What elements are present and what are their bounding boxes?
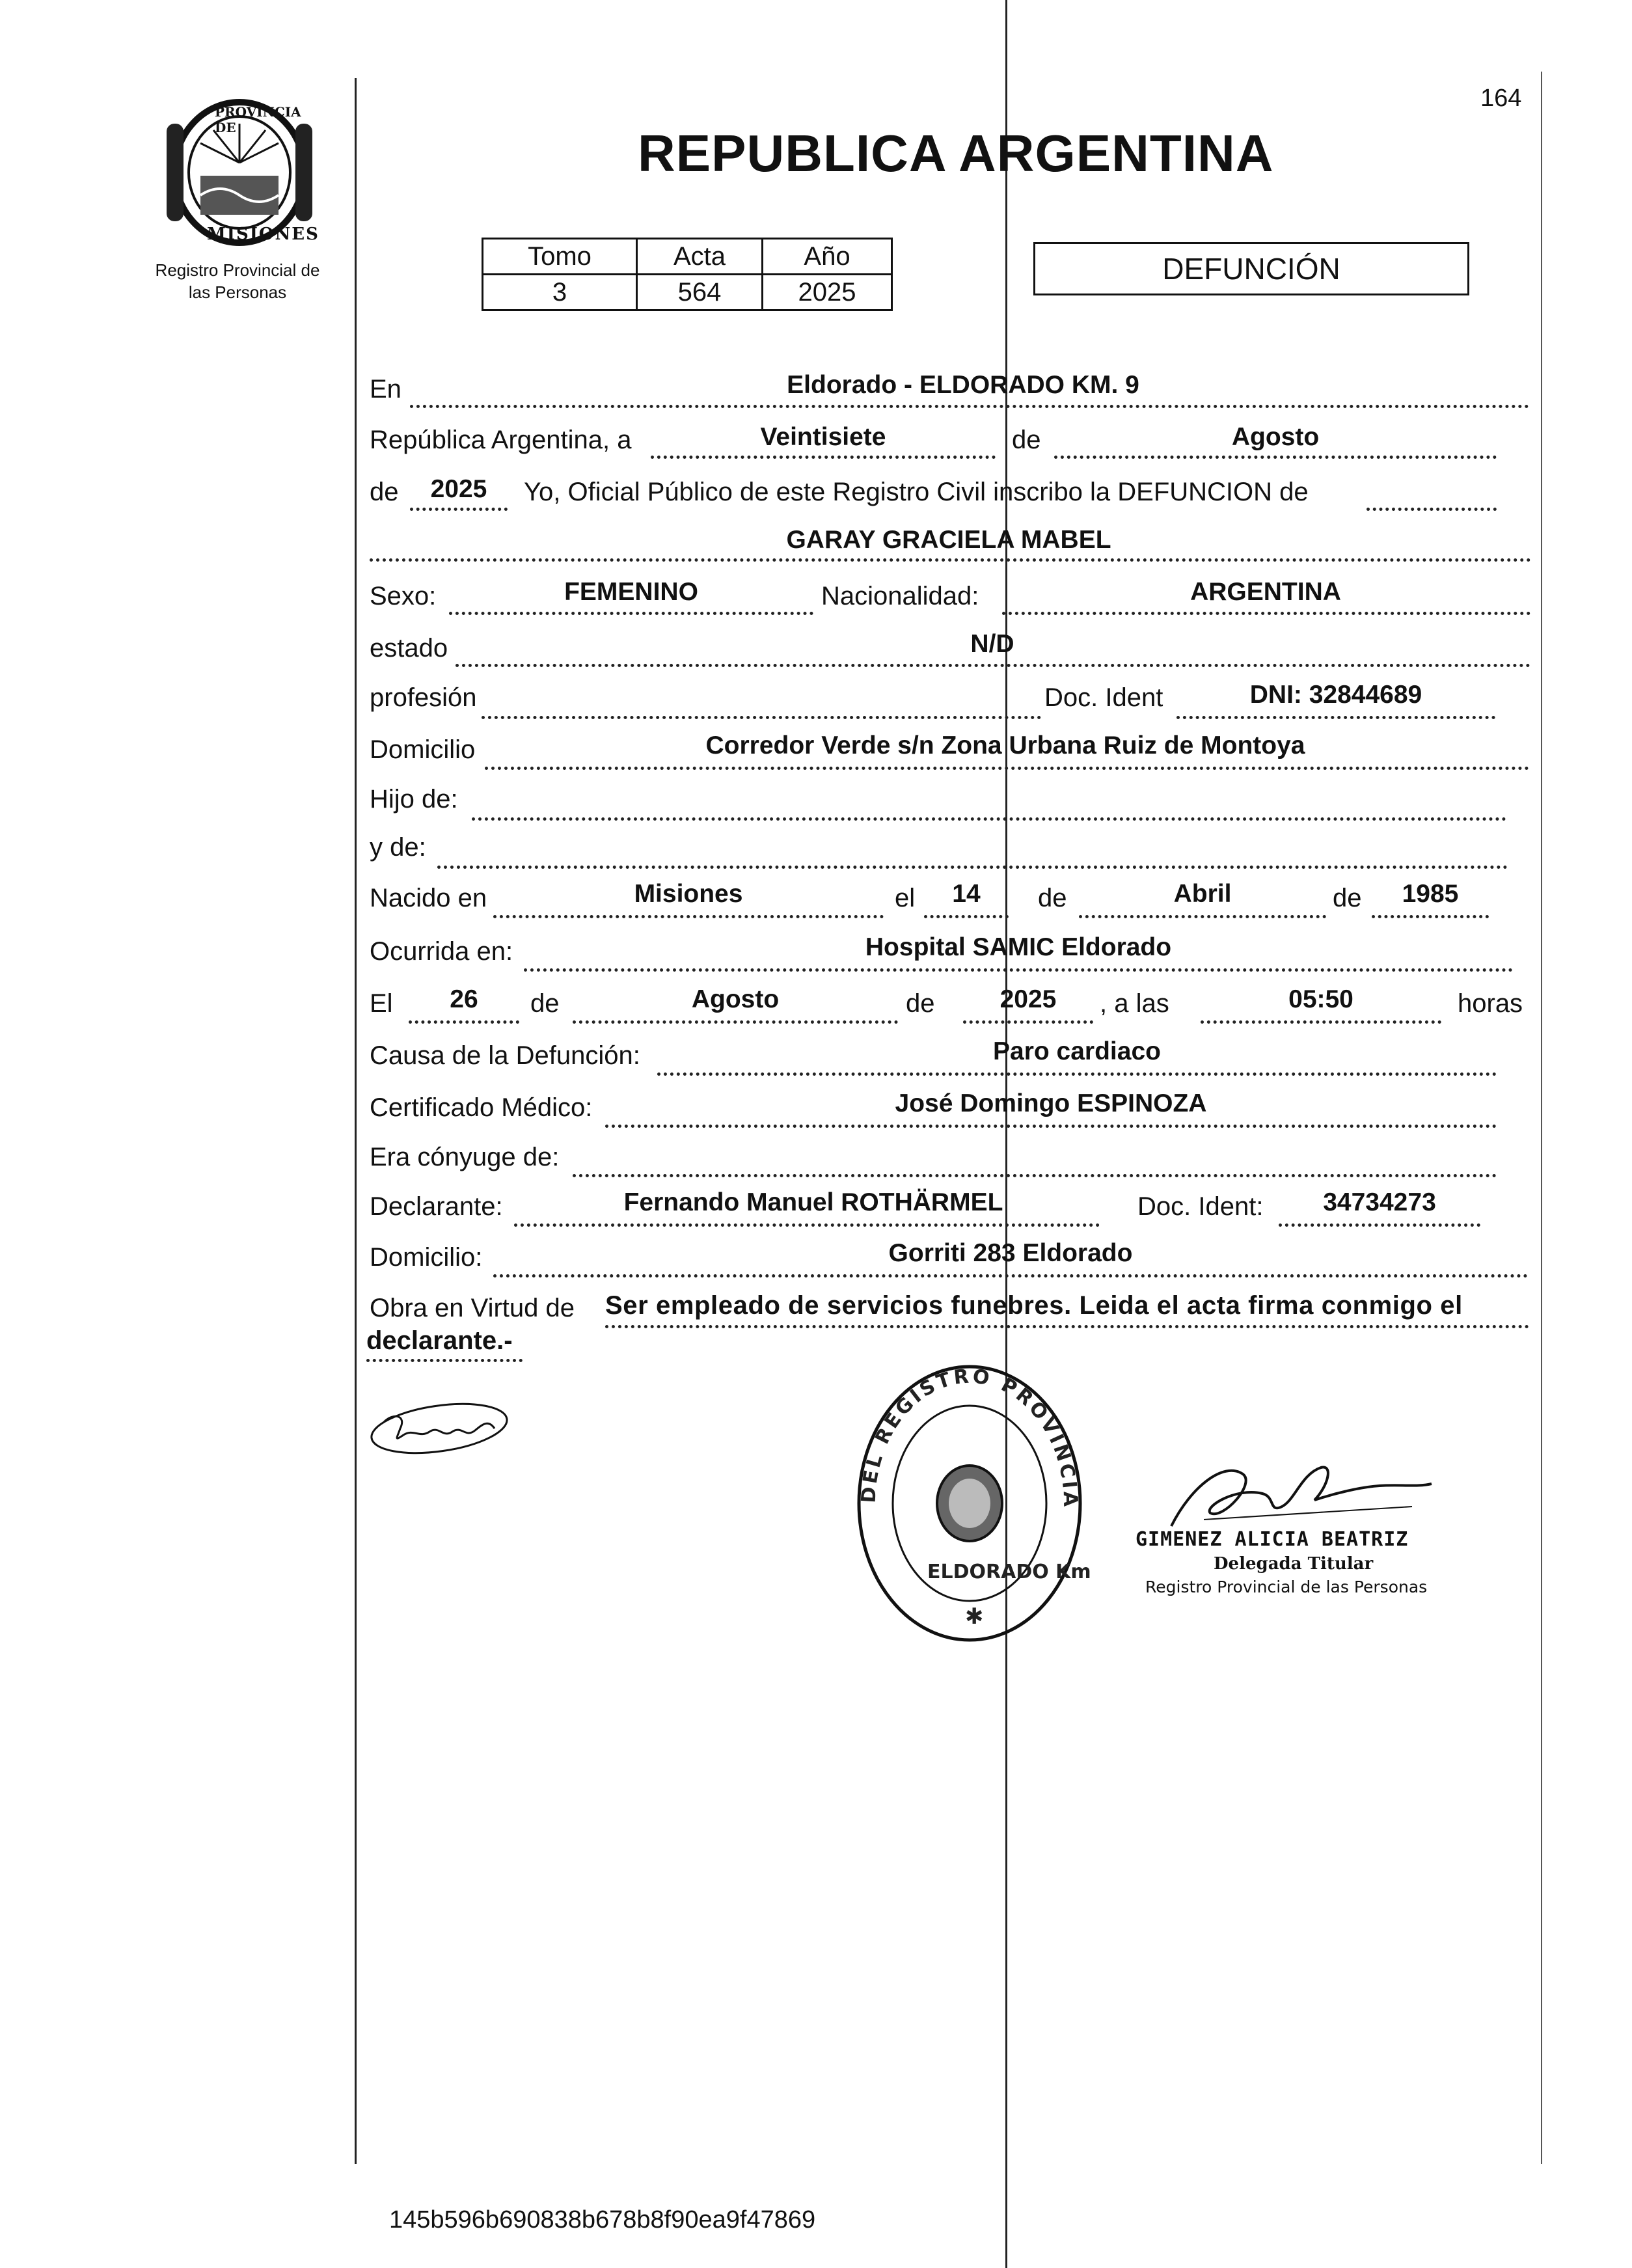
- hijo-line: [472, 817, 1506, 821]
- official-seal: [849, 1360, 1090, 1646]
- right-margin-line: [1541, 72, 1542, 2164]
- decl-domicilio-value: Gorriti 283 Eldorado: [888, 1239, 1133, 1267]
- declarante-value: Fernando Manuel ROTHÄRMEL: [623, 1188, 1003, 1216]
- death-de2-label: de: [906, 989, 935, 1018]
- page-number: 164: [1480, 85, 1522, 112]
- official-text: Yo, Oficial Público de este Registro Civil inscribo la DEFUNCION de: [524, 478, 1309, 506]
- death-time: 05:50: [1288, 985, 1353, 1013]
- register-header-tomo: Tomo: [483, 239, 637, 275]
- svg-text:✱: ✱: [965, 1604, 984, 1630]
- death-de1-label: de: [530, 989, 560, 1018]
- decl-doc-line: [1279, 1223, 1480, 1227]
- en-label: En: [370, 375, 401, 403]
- left-margin-line: [355, 78, 357, 2164]
- register-value-acta: 564: [637, 275, 763, 310]
- doc-ident-value: DNI: 32844689: [1249, 681, 1422, 709]
- obra-line1: [605, 1325, 1529, 1328]
- death-year: 2025: [1000, 985, 1057, 1013]
- year-prefix-label: de: [370, 478, 399, 506]
- register-header-ano: Año: [763, 239, 892, 275]
- day-words-line: [651, 456, 996, 459]
- estado-value: N/D: [970, 630, 1014, 658]
- death-day-line: [409, 1020, 519, 1024]
- causa-value: Paro cardiaco: [993, 1037, 1161, 1065]
- day-words: Veintisiete: [760, 423, 886, 451]
- en-line: [410, 405, 1529, 408]
- official-name: GIMENEZ ALICIA BEATRIZ: [1136, 1528, 1409, 1551]
- a-las-label: , a las: [1100, 989, 1169, 1018]
- death-month-line: [573, 1020, 898, 1024]
- conyuge-line: [573, 1174, 1497, 1177]
- nacido-line: [493, 915, 884, 918]
- decl-doc-value: 34734273: [1323, 1188, 1436, 1216]
- profesion-label: profesión: [370, 683, 477, 712]
- sexo-line: [449, 612, 813, 615]
- official-registry: Registro Provincial de las Personas: [1145, 1578, 1428, 1596]
- republica-de-label: de: [1012, 426, 1041, 454]
- decl-doc-label: Doc. Ident:: [1137, 1192, 1264, 1221]
- republica-label: República Argentina, a: [370, 426, 632, 454]
- official-title: Delegada Titular: [1214, 1554, 1374, 1574]
- month: Agosto: [1231, 423, 1320, 451]
- certificado-value: José Domingo ESPINOZA: [895, 1089, 1207, 1117]
- birth-month: Abril: [1173, 880, 1232, 908]
- birth-de1-label: de: [1038, 884, 1067, 912]
- official-signature: [1165, 1448, 1438, 1539]
- year-line: [410, 508, 508, 511]
- country-title: REPUBLICA ARGENTINA: [638, 124, 1274, 182]
- doc-ident-line: [1176, 716, 1495, 719]
- decl-domicilio-label: Domicilio:: [370, 1243, 483, 1272]
- seal-text: DEL REGISTRO PROVINCIA: [857, 1365, 1082, 1510]
- certificado-line: [605, 1125, 1497, 1128]
- month-line: [1054, 456, 1497, 459]
- document-type-box: [1033, 242, 1469, 295]
- register-value-row: [483, 275, 892, 310]
- deceased-name-line: [370, 558, 1531, 562]
- death-year-line: [963, 1020, 1093, 1024]
- sexo-label: Sexo:: [370, 582, 437, 610]
- nacionalidad-value: ARGENTINA: [1190, 578, 1341, 606]
- center-fold-line: [1005, 0, 1007, 2268]
- declarant-signature: [368, 1399, 517, 1458]
- document-hash: 145b596b690838b678b8f90ea9f47869: [389, 2206, 816, 2234]
- en-value: Eldorado - ELDORADO KM. 9: [787, 371, 1139, 399]
- sexo-value: FEMENINO: [564, 578, 698, 606]
- death-el-label: El: [370, 989, 393, 1018]
- causa-line: [657, 1073, 1497, 1076]
- death-day: 26: [450, 985, 478, 1013]
- y-de-label: y de:: [370, 833, 426, 862]
- obra-value-line1: Ser empleado de servicios funebres. Leida el acta firma conmigo el: [605, 1291, 1463, 1320]
- birth-day-line: [924, 915, 1009, 918]
- obra-value-line2: declarante.-: [366, 1326, 513, 1355]
- provincial-logo: [155, 98, 324, 247]
- register-table: [482, 238, 893, 311]
- doc-ident-label: Doc. Ident: [1044, 683, 1163, 712]
- registry-name-line2: las Personas: [188, 282, 287, 302]
- register-header-row: [483, 239, 892, 275]
- register-value-ano: 2025: [763, 275, 892, 310]
- logo-text-top: PROVINCIA DE: [215, 104, 301, 135]
- birth-month-line: [1079, 915, 1326, 918]
- nacionalidad-line: [1002, 612, 1530, 615]
- domicilio-line: [485, 767, 1529, 770]
- certificado-label: Certificado Médico:: [370, 1093, 593, 1122]
- horas-label: horas: [1458, 989, 1523, 1018]
- hijo-label: Hijo de:: [370, 785, 458, 813]
- register-header-acta: Acta: [637, 239, 763, 275]
- deceased-name: GARAY GRACIELA MABEL: [786, 526, 1111, 554]
- declarante-line: [514, 1223, 1100, 1227]
- ocurrida-line: [524, 968, 1513, 972]
- decl-domicilio-line: [493, 1274, 1528, 1277]
- estado-line: [456, 664, 1530, 667]
- obra-line2: [366, 1359, 523, 1362]
- register-value-tomo: 3: [483, 275, 637, 310]
- birth-year: 1985: [1402, 880, 1459, 908]
- ocurrida-value: Hospital SAMIC Eldorado: [865, 933, 1172, 961]
- seal-inner-text: ELDORADO Km: [927, 1561, 1090, 1583]
- y-de-line: [437, 866, 1508, 869]
- nacionalidad-label: Nacionalidad:: [821, 582, 979, 610]
- estado-label: estado: [370, 634, 448, 663]
- document-type: DEFUNCIÓN: [1162, 252, 1340, 286]
- nacido-value: Misiones: [634, 880, 743, 908]
- obra-label: Obra en Virtud de: [370, 1294, 575, 1322]
- official-text-line: [1367, 508, 1497, 511]
- registry-name-line1: Registro Provincial de: [155, 260, 320, 280]
- death-month: Agosto: [691, 985, 780, 1013]
- domicilio-label: Domicilio: [370, 735, 476, 764]
- death-time-line: [1201, 1020, 1441, 1024]
- logo-text-bottom: MISIONES: [207, 225, 320, 244]
- profesion-line: [482, 716, 1041, 719]
- birth-day: 14: [952, 880, 981, 908]
- domicilio-value: Corredor Verde s/n Zona Urbana Ruiz de Montoya: [705, 731, 1305, 759]
- birth-year-line: [1372, 915, 1489, 918]
- ocurrida-label: Ocurrida en:: [370, 937, 513, 966]
- birth-el-label: el: [895, 884, 916, 912]
- conyuge-label: Era cónyuge de:: [370, 1143, 560, 1171]
- declarante-label: Declarante:: [370, 1192, 503, 1221]
- causa-label: Causa de la Defunción:: [370, 1041, 640, 1070]
- nacido-label: Nacido en: [370, 884, 487, 912]
- year: 2025: [430, 475, 487, 503]
- registry-name: [130, 259, 345, 303]
- birth-de2-label: de: [1333, 884, 1362, 912]
